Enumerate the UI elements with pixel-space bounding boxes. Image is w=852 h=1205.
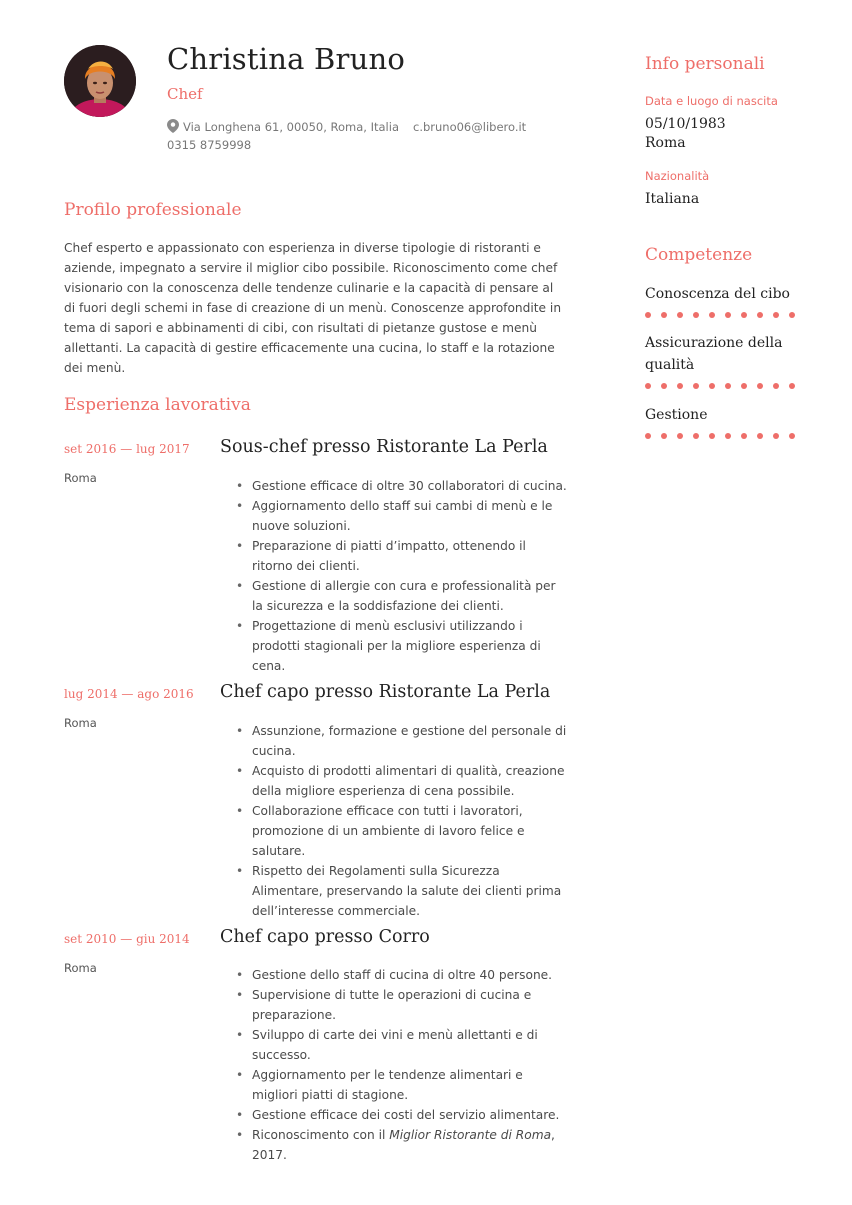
skill-dot bbox=[693, 383, 699, 389]
skill-dot bbox=[645, 312, 651, 318]
skill-dot bbox=[661, 383, 667, 389]
skill-dot bbox=[661, 312, 667, 318]
list-item: • Gestione dello staff di cucina di oltre 40 persone. bbox=[232, 965, 568, 985]
skill-dot bbox=[741, 433, 747, 439]
candidate-name: Christina Bruno bbox=[167, 42, 405, 76]
experience-heading: Esperienza lavorativa bbox=[64, 395, 251, 415]
skill-name: Gestione bbox=[645, 407, 708, 423]
birth-label: Data e luogo di nascita bbox=[645, 94, 778, 108]
skill-level bbox=[645, 433, 805, 441]
skill-name: Conoscenza del cibo bbox=[645, 286, 790, 302]
address: Via Longhena 61, 00050, Roma, Italia bbox=[183, 120, 399, 134]
list-item: • Aggiornamento dello staff sui cambi di menù e le nuove soluzioni. bbox=[232, 496, 568, 536]
skill-dot bbox=[741, 312, 747, 318]
skill-dot bbox=[789, 312, 795, 318]
job-title: Chef bbox=[167, 85, 203, 103]
job-bullets bbox=[232, 476, 568, 676]
nationality-label: Nazionalità bbox=[645, 169, 710, 183]
skill-dot bbox=[709, 383, 715, 389]
skills-heading: Competenze bbox=[645, 245, 753, 265]
email-link[interactable]: c.bruno06@libero.it bbox=[413, 120, 527, 134]
birth-date: 05/10/1983 bbox=[645, 116, 726, 132]
list-item: • Aggiornamento per le tendenze alimentari e migliori piatti di stagione. bbox=[232, 1065, 568, 1105]
skill-dot bbox=[789, 383, 795, 389]
skill-dot bbox=[709, 433, 715, 439]
award-name: Miglior Ristorante di Roma bbox=[389, 1128, 552, 1142]
skill-dot bbox=[725, 433, 731, 439]
skill-dot bbox=[757, 433, 763, 439]
skill-dot bbox=[693, 433, 699, 439]
skill-dot bbox=[757, 383, 763, 389]
job-bullets bbox=[232, 965, 568, 1165]
location-pin-icon bbox=[167, 119, 179, 133]
job-date: lug 2014 — ago 2016 bbox=[64, 687, 194, 701]
info-heading: Info personali bbox=[645, 54, 765, 74]
job-date: set 2010 — giu 2014 bbox=[64, 932, 190, 946]
skill-dot bbox=[725, 383, 731, 389]
skill-dot bbox=[645, 383, 651, 389]
phone: 0315 8759998 bbox=[167, 138, 252, 152]
list-item: • Sviluppo di carte dei vini e menù allettanti e di successo. bbox=[232, 1025, 568, 1065]
skill-dot bbox=[757, 312, 763, 318]
skill-dot bbox=[789, 433, 795, 439]
list-item: • Gestione efficace di oltre 30 collaboratori di cucina. bbox=[232, 476, 568, 496]
skill-dot bbox=[709, 312, 715, 318]
avatar bbox=[64, 45, 136, 117]
skill-dot bbox=[661, 433, 667, 439]
list-item: • Supervisione di tutte le operazioni di cucina e preparazione. bbox=[232, 985, 568, 1025]
job-title-heading: Sous-chef presso Ristorante La Perla bbox=[220, 437, 548, 457]
skill-level bbox=[645, 383, 805, 391]
list-item: • Gestione di allergie con cura e professionalità per la sicurezza e la soddisfazione dei clienti. bbox=[232, 576, 568, 616]
skill-dot bbox=[677, 383, 683, 389]
skill-dot bbox=[773, 312, 779, 318]
skill-dot bbox=[741, 383, 747, 389]
job-city: Roma bbox=[64, 961, 97, 975]
job-title-heading: Chef capo presso Ristorante La Perla bbox=[220, 682, 551, 702]
nationality: Italiana bbox=[645, 191, 700, 207]
text-fragment: , 2017. bbox=[252, 1128, 555, 1162]
contact-info bbox=[167, 119, 526, 134]
job-city: Roma bbox=[64, 471, 97, 485]
skill-name: Assicurazione della qualità bbox=[645, 335, 783, 373]
skill-dot bbox=[645, 433, 651, 439]
list-item: • Rispetto dei Regolamenti sulla Sicurezza Alimentare, preservando la salute dei clienti prima dell’interesse commerciale. bbox=[232, 861, 568, 921]
skill-dot bbox=[773, 433, 779, 439]
birth-place: Roma bbox=[645, 135, 686, 151]
skill-dot bbox=[677, 312, 683, 318]
skill-dot bbox=[773, 383, 779, 389]
profile-summary: Chef esperto e appassionato con esperienza in diverse tipologie di ristoranti e aziende, impegnato a servire il miglior cibo possibile. Riconoscimento come chef visionario con la conoscenza delle tendenze culinarie e la capacità di pensare al di fuori degli schemi in fase di creazione di un menù. Conoscenze approfondite in tema di sapori e abbinamenti di cibi, con risultati di pietanze gustose e menù allettanti. La capacità di gestire efficacemente una cucina, lo staff e la rotazione dei menù. bbox=[64, 241, 562, 375]
skill-dot bbox=[677, 433, 683, 439]
profile-heading: Profilo professionale bbox=[64, 200, 242, 220]
list-item: • Preparazione di piatti d’impatto, ottenendo il ritorno dei clienti. bbox=[232, 536, 568, 576]
list-item: • Assunzione, formazione e gestione del personale di cucina. bbox=[232, 721, 568, 761]
job-bullets bbox=[232, 721, 568, 921]
job-date: set 2016 — lug 2017 bbox=[64, 442, 190, 456]
list-item: • Acquisto di prodotti alimentari di qualità, creazione della migliore esperienza di cena possibile. bbox=[232, 761, 568, 801]
job-city: Roma bbox=[64, 716, 97, 730]
list-item: • Gestione efficace dei costi del servizio alimentare. bbox=[232, 1105, 568, 1125]
list-item bbox=[232, 1125, 568, 1165]
text-fragment: Riconoscimento con il bbox=[252, 1128, 390, 1142]
job-title-heading: Chef capo presso Corro bbox=[220, 927, 430, 947]
skill-dot bbox=[725, 312, 731, 318]
list-item: • Progettazione di menù esclusivi utilizzando i prodotti stagionali per la migliore esperienza di cena. bbox=[232, 616, 568, 676]
skill-dot bbox=[693, 312, 699, 318]
skill-level bbox=[645, 312, 805, 320]
list-item: • Collaborazione efficace con tutti i lavoratori, promozione di un ambiente di lavoro felice e salutare. bbox=[232, 801, 568, 861]
